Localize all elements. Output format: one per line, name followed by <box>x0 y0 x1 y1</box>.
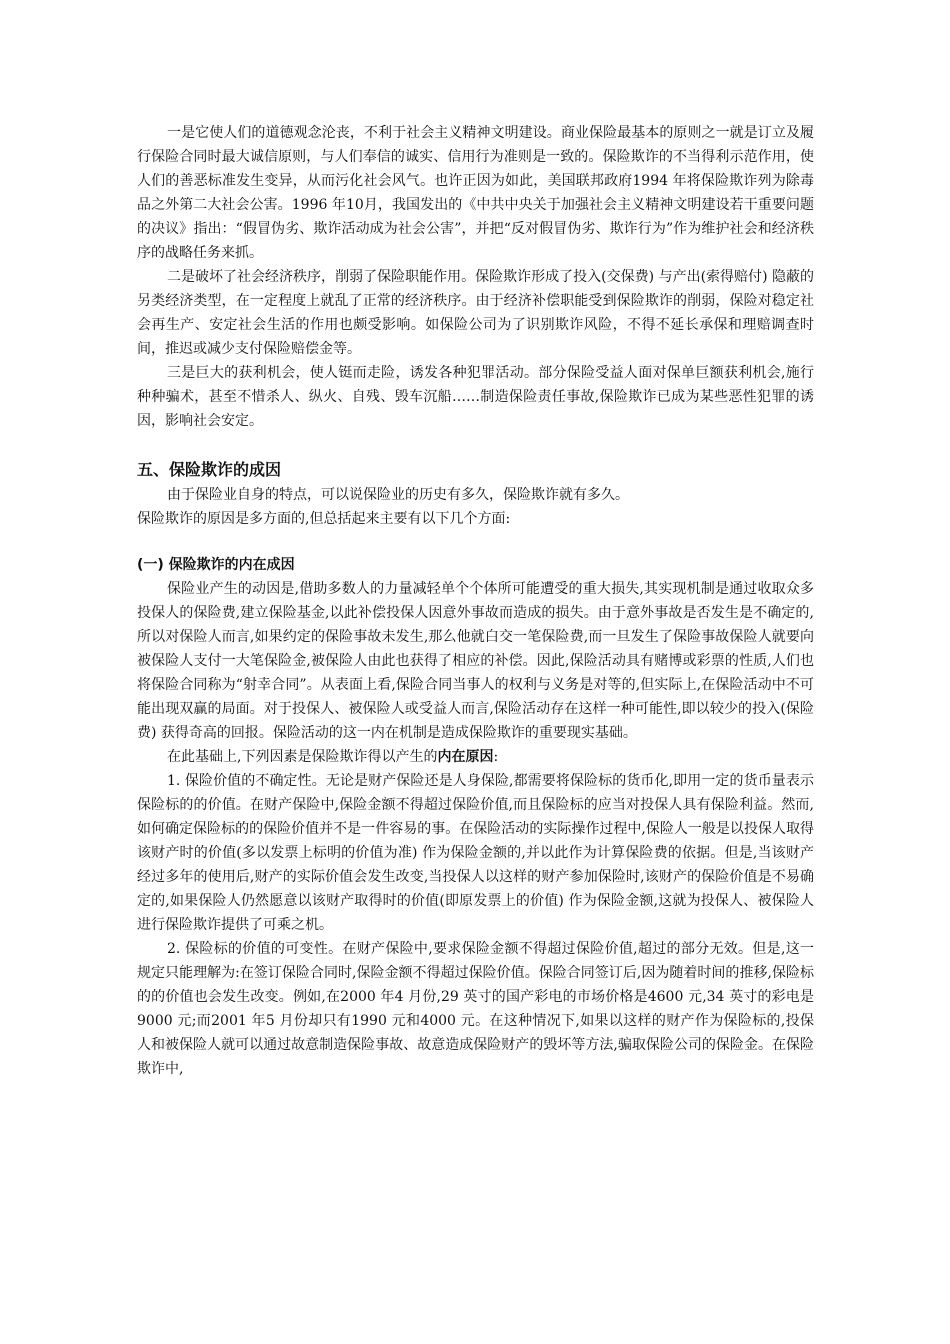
paragraph-moral-impact: 一是它使人们的道德观念沦丧，不利于社会主义精神文明建设。商业保险最基本的原则之一就是订立及履行保险合同时最大诚信原则，与人们奉信的诚实、信用行为准则是一致的。保险欺诈的不当得利示范作用，使人们的善恶标准发生变异，从而污化社会风气。也许正因为如此，美国联邦政府1994 年将保险欺诈列为除毒品之外第二大社会公害。1996 年10月，我国发出的《中共中央关于加强社会主义精神文明建设若干重要问题的决议》指出：“假冒伪劣、欺诈活动成为社会公害”，并把“反对假冒伪劣、欺诈行为”作为维护社会和经济秩序的战略任务来抓。 <box>137 125 814 261</box>
emphasis-inherent-reasons: 内在原因 <box>437 749 494 765</box>
list-item-insurance-value-variability: 2. 保险标的价值的可变性。在财产保险中,要求保险金额不得超过保险价值,超过的部分无效。但是,这一规定只能理解为:在签订保险合同时,保险金额不得超过保险价值。保险合同签订后,因为随着时间的推移,保险标的的价值也会发生改变。例如,在2000 年4 月份,29 英寸的国产彩电的市场价格是4600 元,34 英寸的彩电是9000 元;而2001 年5 月份却只有1990 元和4000 元。在这种情况下,如果以这样的财产作为保险标的,投保人和被保险人就可以通过故意制造保险事故、故意造成保险财产的毁坏等方法,骗取保险公司的保险金。在保险欺诈中, <box>137 941 814 1077</box>
lead-colon: : <box>493 749 499 765</box>
paragraph-inherent-reasons-lead <box>137 745 814 769</box>
section-spacer <box>137 433 814 457</box>
paragraph-economic-impact: 二是破坏了社会经济秩序，削弱了保险职能作用。保险欺诈形成了投入(交保费) 与产出(索得赔付) 隐蔽的另类经济类型，在一定程度上就乱了正常的经济秩序。由于经济补偿职能受到保险欺诈的削弱，保险对稳定社会再生产、安定社会生活的作用也颇受影响。如保险公司为了识别欺诈风险，不得不延长承保和理赔调查时间，推迟或减少支付保险赔偿金等。 <box>137 269 814 357</box>
document-page <box>137 121 814 1081</box>
paragraph-crime-impact: 三是巨大的获利机会，使人铤而走险，诱发各种犯罪活动。部分保险受益人面对保单巨额获利机会,施行种种骗术，甚至不惜杀人、纵火、自残、毁车沉船……制造保险责任事故,保险欺诈已成为某些恶性犯罪的诱因，影响社会安定。 <box>137 365 814 429</box>
subsection-heading: (一) 保险欺诈的内在成因 <box>137 557 295 573</box>
paragraph-intro-2: 保险欺诈的原因是多方面的,但总括起来主要有以下几个方面: <box>137 511 511 527</box>
subsection-spacer <box>137 531 814 553</box>
paragraph-inherent-mechanism: 保险业产生的动因是,借助多数人的力量减轻单个个体所可能遭受的重大损失,其实现机制是通过收取众多投保人的保险费,建立保险基金,以此补偿投保人因意外事故而造成的损失。由于意外事故是否发生是不确定的,所以对保险人而言,如果约定的保险事故未发生,那么他就白交一笔保险费,而一旦发生了保险事故保险人就要向被保险人支付一大笔保险金,被保险人由此也获得了相应的补偿。因此,保险活动具有赌博或彩票的性质,人们也将保险合同称为“射幸合同”。从表面上看,保险合同当事人的权利与义务是对等的,但实际上,在保险活动中不可能出现双赢的局面。对于投保人、被保险人或受益人而言,保险活动存在这样一种可能性,即以较少的投入(保险费) 获得奇高的回报。保险活动的这一内在机制是造成保险欺诈的重要现实基础。 <box>137 581 814 741</box>
lead-text: 在此基础上,下列因素是保险欺诈得以产生的 <box>167 749 438 765</box>
paragraph-intro-1: 由于保险业自身的特点，可以说保险业的历史有多久，保险欺诈就有多久。 <box>167 487 629 503</box>
section-heading: 五、保险欺诈的成因 <box>137 460 282 479</box>
list-item-insurance-value-uncertainty: 1. 保险价值的不确定性。无论是财产保险还是人身保险,都需要将保险标的货币化,即用一定的货币量表示保险标的的价值。在财产保险中,保险金额不得超过保险价值,而且保险标的应当对投保人具有保险利益。然而,如何确定保险标的的保险价值并不是一件容易的事。在保险活动的实际操作过程中,保险人一般是以投保人取得该财产时的价值(多以发票上标明的价值为准) 作为保险金额的,并以此作为计算保险费的依据。但是,当该财产经过多年的使用后,财产的实际价值会发生改变,当投保人以这样的财产参加保险时,该财产的保险价值是不易确定的,如果保险人仍然愿意以该财产取得时的价值(即原发票上的价值) 作为保险金额,这就为投保人、被保险人进行保险欺诈提供了可乘之机。 <box>137 773 814 933</box>
